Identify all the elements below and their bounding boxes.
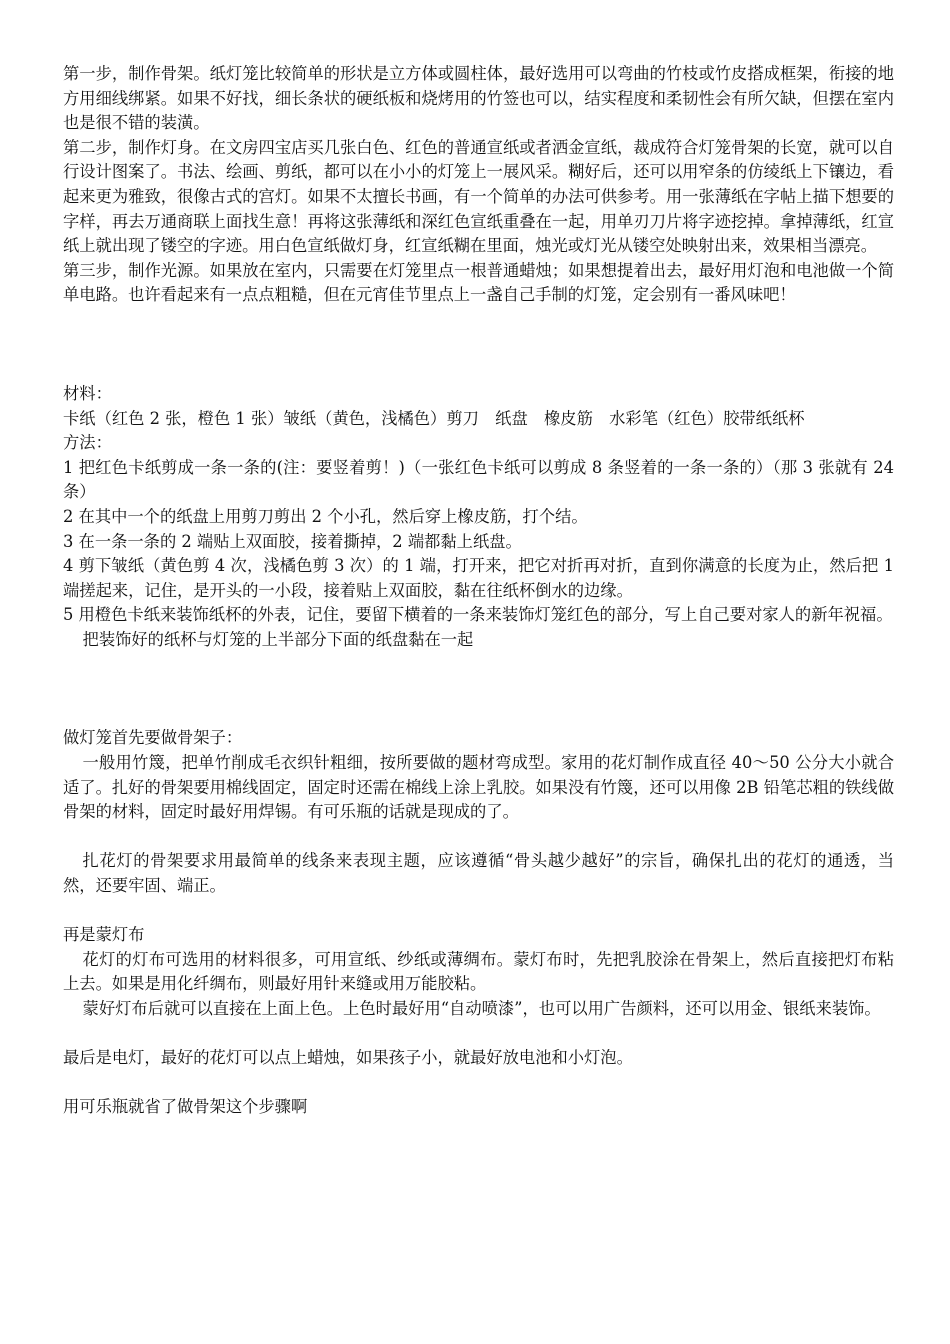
document-page: [63, 62, 894, 1120]
cloth-paragraph-1: 花灯的灯布可选用的材料很多，可用宣纸、纱纸或薄绸布。蒙灯布时，先把乳胶涂在骨架上，然后直接把灯布粘上去。如果是用化纤绸布，则最好用针来缝或用万能胶粘。: [63, 949, 894, 994]
frame-paragraph-2: 扎花灯的骨架要求用最简单的线条来表现主题，应该遵循“骨头越少越好”的宗旨，确保扎出的花灯的通透，当然，还要牢固、端正。: [63, 851, 894, 896]
step1-paragraph: 第一步，制作骨架。纸灯笼比较简单的形状是立方体或圆柱体，最好选用可以弯曲的竹枝或竹皮搭成框架，衔接的地方用细线绑紧。如果不好找，细长条状的硬纸板和烧烤用的竹签也可以，结实程度和柔韧性会有所欠缺，但摆在室内也是很不错的装潢。: [63, 64, 894, 133]
method-step-5: 5 用橙色卡纸来装饰纸杯的外表，记住，要留下横着的一条来装饰灯笼红色的部分，写上自己要对家人的新年祝福。: [63, 605, 893, 625]
materials-heading: 材料：: [63, 383, 112, 403]
materials-list: 卡纸（红色 2 张，橙色 1 张）皱纸（黄色，浅橘色）剪刀 纸盘 橡皮筋 水彩笔（红色）胶带纸纸杯: [63, 408, 805, 428]
step2-paragraph: 第二步，制作灯身。在文房四宝店买几张白色、红色的普通宣纸或者洒金宣纸，裁成符合灯笼骨架的长宽，就可以自行设计图案了。书法、绘画、剪纸，都可以在小小的灯笼上一展风采。糊好后，还可以用窄条的仿绫纸上下镶边，看起来更为雅致，很像古式的宫灯。如果不太擅长书画，有一个简单的办法可供参考。用一张薄纸在字帖上描下想要的字样，再去万通商联上面找生意！再将这张薄纸和深红色宣纸重叠在一起，用单刃刀片将字迹挖掉。拿掉薄纸，红宣纸上就出现了镂空的字迹。用白色宣纸做灯身，红宣纸糊在里面，烛光或灯光从镂空处映射出来，效果相当漂亮。: [63, 137, 894, 256]
spacer: [63, 1071, 894, 1096]
spacer: [63, 899, 894, 924]
spacer: [63, 652, 894, 726]
frame-paragraph-1: 一般用竹篾，把单竹削成毛衣织针粗细，按所要做的题材弯成型。家用的花灯制作成直径 40～50 公分大小就合适了。扎好的骨架要用棉线固定，固定时还需在棉线上涂上乳胶。如果没有竹篾，还可以用像 2B 铅笔芯粗的铁线做骨架的材料，固定时最好用焊锡。有可乐瓶的话就是现成的了。: [63, 753, 894, 822]
spacer: [63, 825, 894, 850]
spacer: [63, 308, 894, 382]
method-heading: 方法：: [63, 433, 112, 453]
method-step-3: 3 在一条一条的 2 端贴上双面胶，接着撕掉，2 端都黏上纸盘。: [63, 531, 522, 551]
frame-heading: 做灯笼首先要做骨架子：: [63, 728, 243, 748]
light-paragraph: 最后是电灯，最好的花灯可以点上蜡烛，如果孩子小，就最好放电池和小灯泡。: [63, 1048, 633, 1068]
spacer: [63, 1022, 894, 1047]
method-step-1: 1 把红色卡纸剪成一条一条的(注：要竖着剪！)（一张红色卡纸可以剪成 8 条竖着的一条一条的）（那 3 张就有 24 条）: [63, 457, 894, 502]
cola-paragraph: 用可乐瓶就省了做骨架这个步骤啊: [63, 1097, 308, 1117]
cloth-paragraph-2: 蒙好灯布后就可以直接在上面上色。上色时最好用“自动喷漆”，也可以用广告颜料，还可以用金、银纸来装饰。: [82, 999, 881, 1018]
cloth-heading: 再是蒙灯布: [63, 925, 145, 945]
final-step: 把装饰好的纸杯与灯笼的上半部分下面的纸盘黏在一起: [82, 629, 474, 649]
method-step-4: 4 剪下皱纸（黄色剪 4 次，浅橘色剪 3 次）的 1 端，打开来，把它对折再对折，直到你满意的长度为止，然后把 1 端搓起来，记住，是开头的一小段，接着贴上双面胶，黏在往纸杯倒水的边缘。: [63, 556, 894, 600]
step3-paragraph: 第三步，制作光源。如果放在室内，只需要在灯笼里点一根普通蜡烛；如果想提着出去，最好用灯泡和电池做一个简单电路。也许看起来有一点点粗糙，但在元宵佳节里点上一盏自己手制的灯笼，定会别有一番风味吧！: [63, 260, 894, 305]
method-step-2: 2 在其中一个的纸盘上用剪刀剪出 2 个小孔，然后穿上橡皮筋，打个结。: [63, 506, 588, 526]
